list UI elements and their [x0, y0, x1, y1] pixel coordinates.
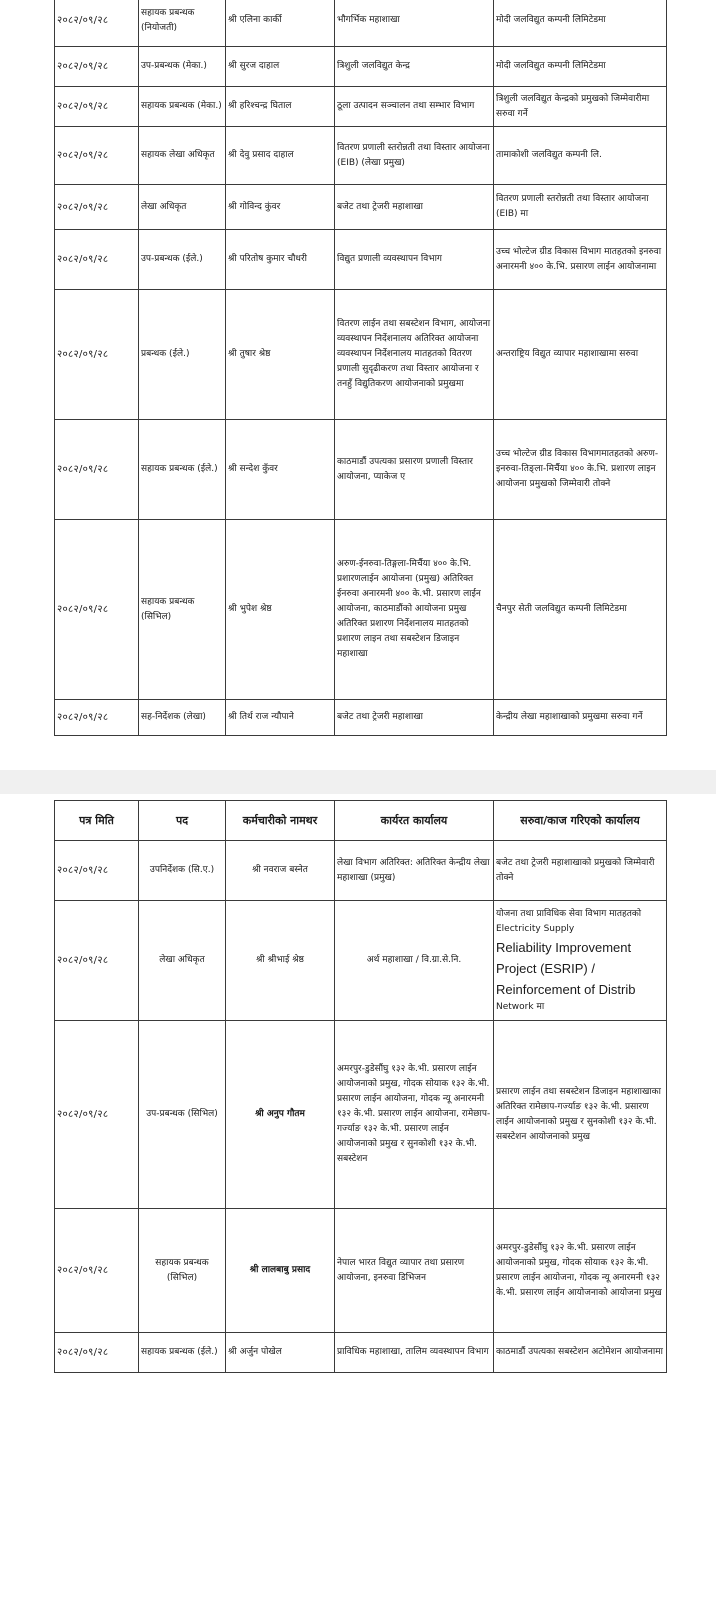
employee-name: श्री श्रीभाई श्रेष्ठ	[226, 901, 335, 1021]
current-office: लेखा विभाग अतिरिक्त: अतिरिक्त केन्द्रीय लेखा महाशाखा (प्रमुख)	[335, 841, 494, 901]
transfer-office: केन्द्रीय लेखा महाशाखाको प्रमुखमा सरुवा गर्ने	[494, 700, 667, 736]
current-office: अरुण-ईनरुवा-तिङ्गला-मिर्चैया ४०० के.भि. प्रशारणलाईन आयोजना (प्रमुख) अतिरिक्त ईनरुवा अनारमनी ४०० के.भी. प्रसारण लाईन आयोजना, काठमाडौंको आयोजना प्रमुख अतिरिक्त प्रशारण निर्देशनालय मातहतको प्रशारण लाइन तथा सबस्टेशन डिजाइन महाशाखा	[335, 520, 494, 700]
transfer-office-project: Reliability Improvement Project (ESRIP) / Reinforcement of Distrib	[496, 939, 636, 997]
post: सहायक लेखा अधिकृत	[139, 127, 226, 185]
post: प्रबन्धक (ईले.)	[139, 290, 226, 420]
post: उपनिर्देशक (सि.ए.)	[139, 841, 226, 901]
post: सहायक प्रबन्धक (नियोजती)	[139, 0, 226, 47]
employee-name: श्री सन्देश कुँवर	[226, 420, 335, 520]
employee-name: श्री हरिश्चन्द्र घिताल	[226, 87, 335, 127]
employee-name: श्री नवराज बस्नेत	[226, 841, 335, 901]
transfer-office: काठमाडौं उपत्यका सबस्टेशन अटोमेशन आयोजनामा	[494, 1333, 667, 1373]
header-letter-date: पत्र मिति	[55, 801, 139, 841]
employee-name: श्री लालबाबु प्रसाद	[226, 1209, 335, 1333]
document-page-1	[0, 0, 716, 770]
transfer-office: उच्च भोल्टेज ग्रीड विकास विभाग मातहतको इनरुवा अनारमनी ४०० के.भि. प्रसारण लाईन आयोजनामा	[494, 230, 667, 290]
transfer-table-page-2	[54, 800, 667, 1373]
document-page-2	[0, 794, 716, 1600]
letter-date: २०८२/०९/२८	[55, 290, 139, 420]
post: लेखा अधिकृत	[139, 901, 226, 1021]
table-row	[55, 1333, 667, 1373]
letter-date: २०८२/०९/२८	[55, 185, 139, 230]
current-office: त्रिशुली जलविद्युत केन्द्र	[335, 47, 494, 87]
employee-name: श्री सुरज दाहाल	[226, 47, 335, 87]
current-office: काठमाडौं उपत्यका प्रसारण प्रणाली विस्तार आयोजना, प्याकेज ए	[335, 420, 494, 520]
table-row	[55, 841, 667, 901]
table-row	[55, 230, 667, 290]
transfer-office: अन्तराष्ट्रिय विद्युत व्यापार महाशाखामा सरुवा	[494, 290, 667, 420]
letter-date: २०८२/०९/२८	[55, 841, 139, 901]
transfer-office: मोदी जलविद्युत कम्पनी लिमिटेडमा	[494, 0, 667, 47]
header-current-office: कार्यरत कार्यालय	[335, 801, 494, 841]
letter-date: २०८२/०९/२८	[55, 47, 139, 87]
letter-date: २०८२/०९/२८	[55, 1021, 139, 1209]
table-row	[55, 127, 667, 185]
table-header-row	[55, 801, 667, 841]
table-row	[55, 420, 667, 520]
table-row	[55, 47, 667, 87]
employee-name: श्री भुपेश श्रेष्ठ	[226, 520, 335, 700]
post: उप-प्रबन्धक (ईले.)	[139, 230, 226, 290]
letter-date: २०८२/०९/२८	[55, 420, 139, 520]
post: सहायक प्रबन्धक (सिभिल)	[139, 1209, 226, 1333]
transfer-office-line: योजना तथा प्राविधिक सेवा विभाग मातहतको Electricity Supply	[496, 908, 642, 934]
letter-date: २०८२/०९/२८	[55, 520, 139, 700]
current-office: प्राविधिक महाशाखा, तालिम व्यवस्थापन विभाग	[335, 1333, 494, 1373]
post: उप-प्रबन्धक (सिभिल)	[139, 1021, 226, 1209]
transfer-office: वितरण प्रणाली स्तरोन्नती तथा विस्तार आयोजना (EIB) मा	[494, 185, 667, 230]
current-office: नेपाल भारत विद्युत व्यापार तथा प्रसारण आयोजना, इनरुवा डिभिजन	[335, 1209, 494, 1333]
table-row	[55, 290, 667, 420]
employee-name: श्री एलिना कार्की	[226, 0, 335, 47]
employee-name: श्री तिर्थ राज न्यौपाने	[226, 700, 335, 736]
transfer-office: त्रिशुली जलविद्युत केन्द्रको प्रमुखको जिम्मेवारीमा सरुवा गर्ने	[494, 87, 667, 127]
post: सहायक प्रबन्धक (सिभिल)	[139, 520, 226, 700]
table-row	[55, 700, 667, 736]
letter-date: २०८२/०९/२८	[55, 1333, 139, 1373]
current-office: ठूला उत्पादन सञ्चालन तथा सम्भार विभाग	[335, 87, 494, 127]
table-row	[55, 0, 667, 47]
letter-date: २०८२/०९/२८	[55, 901, 139, 1021]
current-office: वितरण प्रणाली स्तरोन्नती तथा विस्तार आयोजना (EIB) (लेखा प्रमुख)	[335, 127, 494, 185]
post: सहायक प्रबन्धक (ईले.)	[139, 420, 226, 520]
transfer-office	[494, 901, 667, 1021]
table-row	[55, 1021, 667, 1209]
current-office: भौगर्भिक महाशाखा	[335, 0, 494, 47]
employee-name: श्री अर्जुन पोखेल	[226, 1333, 335, 1373]
header-employee-name: कर्मचारीको नामथर	[226, 801, 335, 841]
post: उप-प्रबन्धक (मेका.)	[139, 47, 226, 87]
letter-date: २०८२/०९/२८	[55, 1209, 139, 1333]
transfer-office: तामाकोशी जलविद्युत कम्पनी लि.	[494, 127, 667, 185]
table-row	[55, 901, 667, 1021]
employee-name: श्री देवु प्रसाद दाहाल	[226, 127, 335, 185]
transfer-office: प्रसारण लाईन तथा सबस्टेशन डिजाइन महाशाखाका अतिरिक्त रामेछाप-गर्ज्याङ १३२ के.भी. प्रसारण लाईन आयोजनाको प्रमुख र सुनकोशी १३२ के.भी. सबस्टेशन आयोजनाको प्रमुख	[494, 1021, 667, 1209]
post: सहायक प्रबन्धक (ईले.)	[139, 1333, 226, 1373]
current-office: अमरपुर-डुडेसौंघु १३२ के.भी. प्रसारण लाईन आयोजनाको प्रमुख, गोदक सोयाक १३२ के.भी. प्रसारण लाईन आयोजना, गोदक न्यू अनारमनी १३२ के.भी. प्रसारण लाईन आयोजना, रामेछाप-गर्ज्याङ १३२ के.भी. प्रसारण लाईन आयोजनाको प्रमुख र सुनकोशी १३२ के.भी. सबस्टेशन	[335, 1021, 494, 1209]
post: सह-निर्देशक (लेखा)	[139, 700, 226, 736]
table-row	[55, 87, 667, 127]
letter-date: २०८२/०९/२८	[55, 127, 139, 185]
employee-name: श्री अनुप गौतम	[226, 1021, 335, 1209]
letter-date: २०८२/०९/२८	[55, 230, 139, 290]
table-row	[55, 520, 667, 700]
table-row	[55, 185, 667, 230]
employee-name: श्री गोविन्द कुंवर	[226, 185, 335, 230]
post: लेखा अधिकृत	[139, 185, 226, 230]
table-row	[55, 1209, 667, 1333]
letter-date: २०८२/०९/२८	[55, 700, 139, 736]
transfer-office: उच्च भोल्टेज ग्रीड विकास विभागमातहतको अरुण-इनरुवा-तिङ्ला-मिर्चैया ४०० के.भि. प्रशारण लाइन आयोजना प्रमुखको जिम्मेवारी तोक्ने	[494, 420, 667, 520]
employee-name: श्री तुषार श्रेष्ठ	[226, 290, 335, 420]
current-office: बजेट तथा ट्रेजरी महाशाखा	[335, 700, 494, 736]
transfer-office: मोदी जलविद्युत कम्पनी लिमिटेडमा	[494, 47, 667, 87]
header-transfer-office: सरुवा/काज गरिएको कार्यालय	[494, 801, 667, 841]
transfer-office: बजेट तथा ट्रेजरी महाशाखाको प्रमुखको जिम्मेवारी तोक्ने	[494, 841, 667, 901]
employee-name: श्री परितोष कुमार चौधरी	[226, 230, 335, 290]
letter-date: २०८२/०९/२८	[55, 0, 139, 47]
current-office: वितरण लाईन तथा सबस्टेशन विभाग, आयोजना व्यवस्थापन निर्देशनालय अतिरिक्त आयोजना व्यवस्थापन निर्देशनालय मातहतको वितरण प्रणाली सुदृढीकरण तथा विस्तार आयोजना र तनहुँ विद्युतिकरण आयोजनाको प्रमुखमा	[335, 290, 494, 420]
letter-date: २०८२/०९/२८	[55, 87, 139, 127]
current-office: विद्युत प्रणाली व्यवस्थापन विभाग	[335, 230, 494, 290]
header-post: पद	[139, 801, 226, 841]
transfer-office-line: Network मा	[496, 1001, 545, 1012]
transfer-office: अमरपुर-डुडेसौंघु १३२ के.भी. प्रसारण लाईन आयोजनाको प्रमुख, गोदक सोयाक १३२ के.भी. प्रसारण लाईन आयोजना, गोदक न्यू अनारमनी १३२ के.भी. प्रसारण लाईन आयोजनाको आयोजना प्रमुख	[494, 1209, 667, 1333]
current-office: बजेट तथा ट्रेजरी महाशाखा	[335, 185, 494, 230]
current-office: अर्थ महाशाखा / वि.ग्रा.से.नि.	[335, 901, 494, 1021]
transfer-table-page-1	[54, 0, 667, 736]
post: सहायक प्रबन्धक (मेका.)	[139, 87, 226, 127]
page-separator	[0, 770, 716, 794]
transfer-office: चैनपुर सेती जलविद्युत कम्पनी लिमिटेडमा	[494, 520, 667, 700]
